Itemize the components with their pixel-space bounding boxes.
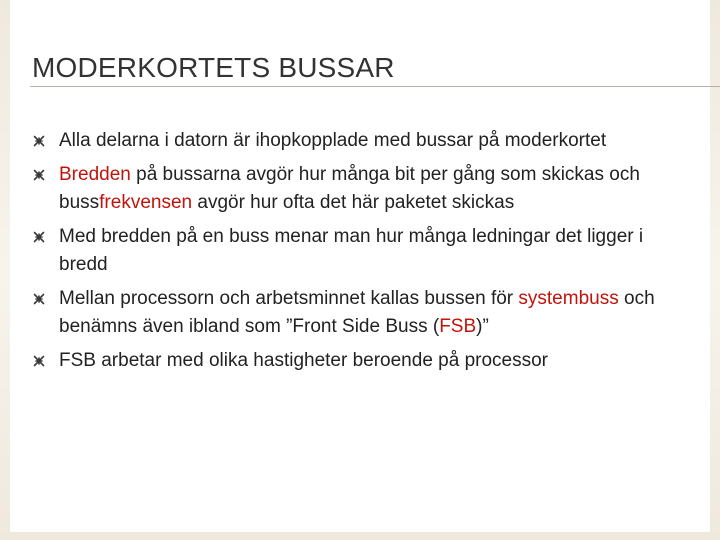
text-segment: FSB arbetar med olika hastigheter beroende på processor [59,350,548,371]
highlighted-term: FSB [439,316,477,337]
bullet-text [59,226,643,275]
bullet-text [59,350,548,371]
text-segment: Alla delarna i datorn är ihopkopplade med bussar på moderkortet [59,130,607,151]
bullet-item [30,285,690,341]
bullet-item [30,347,690,375]
slide-frame-right [710,0,720,540]
slide-frame-left [0,0,10,540]
x-cross-bullet-icon [32,223,46,251]
bullet-item [30,223,690,279]
x-cross-bullet-icon [32,127,46,155]
highlighted-term: frekvensen [99,192,193,213]
text-segment: Mellan processorn och arbetsminnet kallas bussen för [59,288,519,309]
x-cross-bullet-icon [32,161,46,189]
text-segment: avgör hur ofta det här paketet skickas [192,192,515,213]
highlighted-term: Bredden [59,164,131,185]
bullet-item [30,161,690,217]
bullet-text [59,164,640,213]
x-cross-bullet-icon [32,285,46,313]
bullet-list [30,127,690,381]
bullet-text [59,130,606,151]
title-underline [30,86,720,87]
x-cross-bullet-icon [32,347,46,375]
slide-frame-bottom [0,532,720,540]
text-segment: )” [476,316,489,337]
bullet-text [59,288,655,337]
slide-title: MODERKORTETS BUSSAR [32,52,395,83]
highlighted-term: systembuss [518,288,619,309]
text-segment: Med bredden på en buss menar man hur många ledningar det ligger i bredd [59,226,644,275]
bullet-item [30,127,690,155]
text-segment: och benämns även ibland som ”Front Side Buss ( [59,288,655,337]
text-segment: på bussarna avgör hur många bit per gång som skickas och buss [59,164,640,213]
